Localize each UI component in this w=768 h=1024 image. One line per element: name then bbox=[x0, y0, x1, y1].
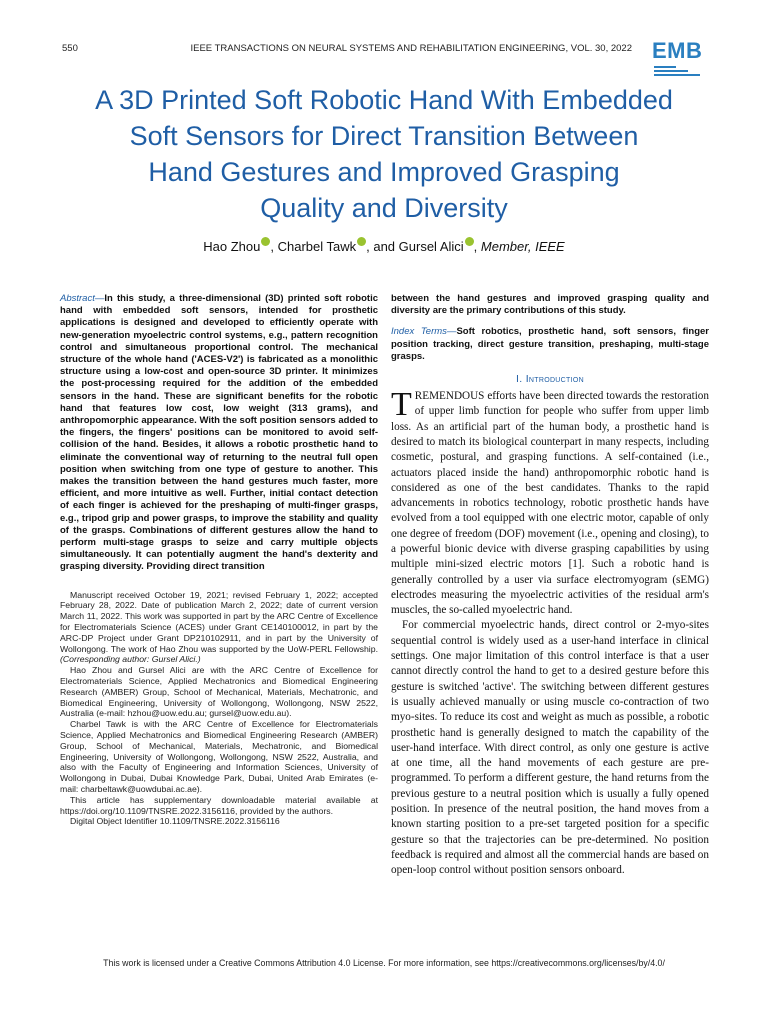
footnote-supplementary: This article has supplementary downloadable material available at https://doi.org/10.1109/TNSRE.2022.3156116, provided by the authors. bbox=[60, 794, 378, 816]
author-membership: Member, IEEE bbox=[480, 239, 565, 254]
author-name: Hao Zhou bbox=[203, 239, 261, 254]
author-list bbox=[40, 237, 728, 254]
section-title: Introduction bbox=[525, 373, 584, 386]
abstract bbox=[60, 293, 378, 574]
drop-cap: T bbox=[391, 386, 412, 424]
author-name: , Charbel Tawk bbox=[270, 239, 357, 254]
abstract-text: In this study, a three-dimensional (3D) printed soft robotic hand with embedded soft sensors, intended for prosthetic applications is designed and developed to efficiently operate with new-generation myoelectric control systems, e.g., pattern recognition control and simultaneous proportional control. The mechanical structure of the whole hand ('ACES-V2') is fabricated as a monolithic structure using a low-cost and open-source 3D printer. It minimizes the post-processing required for the addition of the embedded sensors in the hand. These are significant benefits for the robotic hand that features low cost, low weight (313 grams), and anthropomorphic appearance. With the soft position sensors added to the fingers, the fingers' positions can be monitored to avoid self-collision of the hand. Besides, it allows a robotic prosthetic hand to eliminate the conventional way of returning to the neutral full open position when switching from one type of gesture to another. This makes the transition between the hand gestures much faster, more efficient, and more intuitive as well. Further, initial contact detection of each finger is achieved for the preshaping of multi-finger grasps, e.g., tripod grip and power grasps, to improve the stability and quality of the grasps. Combinations of different gestures allow the hand to perform multi-stage grasps to seize and carry multiple objects simultaneously. It can potentially augment the hand's dexterity and grasping diversity. Providing direct transition bbox=[60, 293, 378, 573]
title-line: Quality and Diversity bbox=[260, 193, 508, 223]
paper-title bbox=[40, 82, 728, 226]
author-name: , and Gursel Alici bbox=[366, 239, 464, 254]
section-heading bbox=[391, 373, 709, 385]
footnote-affiliation: Hao Zhou and Gursel Alici are with the ARC Centre of Excellence for Electromaterials Science, Applied Mechatronics and Biomedical Engineering Research (AMBER) Group, School of Mechanical, Materials, Mechatronic, and Biomedical Engineering, University of Wollongong, Wollongong, NSW 2522, Australia (e-mail: hzhou@uow.edu.au; gursel@uow.edu.au). bbox=[60, 665, 378, 719]
footnote bbox=[60, 590, 378, 828]
left-column bbox=[60, 293, 378, 827]
title-line: A 3D Printed Soft Robotic Hand With Embedded bbox=[95, 85, 673, 115]
author-separator: , bbox=[473, 239, 481, 254]
logo-stripe bbox=[654, 66, 676, 68]
index-terms-text: Soft robotics, prosthetic hand, soft sensors, finger position tracking, direct gesture transition, preshaping, multi-stage grasps. bbox=[391, 326, 710, 362]
footnote-doi: Digital Object Identifier 10.1109/TNSRE.2022.3156116 bbox=[70, 816, 280, 827]
abstract-label: Abstract— bbox=[60, 293, 105, 304]
index-terms-label: Index Terms— bbox=[391, 326, 457, 338]
title-line: Soft Sensors for Direct Transition Between bbox=[129, 121, 639, 151]
logo-stripe bbox=[654, 74, 700, 76]
emb-logo-text: EMB bbox=[652, 38, 703, 63]
orcid-icon[interactable] bbox=[465, 237, 474, 246]
license-notice: This work is licensed under a Creative Commons Attribution 4.0 License. For more information, see https://creativecommons.org/licenses/by/4.0/ bbox=[103, 958, 665, 968]
footnote-affiliation: Charbel Tawk is with the ARC Centre of Excellence for Electromaterials Science, Applied Mechatronics and Biomedical Engineering Research (AMBER) Group, School of Mechanical, Materials, Mechatronic, and Biomedical Engineering, University of Wollongong, Wollongong, NSW 2522, Australia, and also with the Faculty of Engineering and Information Sciences, University of Wollongong in Dubai, Dubai Knowledge Park, Dubai, United Arab Emirates (e-mail: charbeltawk@uowdubai.ac.ae). bbox=[60, 719, 378, 795]
title-line: Hand Gestures and Improved Grasping bbox=[148, 157, 620, 187]
running-header bbox=[62, 43, 632, 57]
abstract-continued: between the hand gestures and improved grasping quality and diversity are the primary contributions of this study. bbox=[391, 293, 709, 317]
paragraph bbox=[391, 386, 709, 618]
corresponding-author: (Corresponding author: Gursel Alici.) bbox=[60, 654, 201, 665]
emb-logo bbox=[652, 38, 704, 78]
paragraph: For commercial myoelectric hands, direct control or 2-myo-sites sequential control is widely used as a user-hand interface in clinical settings. One major limitation of this control interface is that a user cannot directly control the hand to get to a desired gesture before this gesture is switched 'active'. The switching between different gestures is usually achieved manually or using muscle co-contraction of two myo-sites. To reduce its cost and weight as much as possible, a robotic prosthetic hand is generally designed to match the capability of the user-hand interface. With direct control, as only one gesture is active at one time, all the hand movements of each gesture are pre-programmed. To perform a different gesture, the hand returns from the previous gesture to a neutral position which is usually a fully opened position. In presence of the neutral position, the hand moves from a known starting position to a pre-set targeted position for a specific gesture so that the trajectories can be pre-determined. No position feedback is required and almost all the commercial hands are based on open-loop control without position sensors onboard. bbox=[391, 619, 709, 877]
orcid-icon[interactable] bbox=[357, 237, 366, 246]
paragraph-text: efforts have been directed towards the restoration of upper limb function for people who suffer from upper limb loss. As an artificial part of the human body, a prosthetic hand is desired to match its biological counterpart in many respects, including cosmetic, postural, and grasping functions. A self-contained (i.e., actuators placed inside the hand) anthropomorphic robotic hand is considered as one of the best candidates. Thanks to the rapid advancements in robotics technology, robotic prosthetic hands have evolved from a tool equipped with one electric motor, capable of only one degree of freedom (DOF) movement (i.e., opening and closing), to a powerful bionic device with diverse grasping capabilities by using multiple mini-sized electric motors [1]. Such a robotic hand is generally controlled by a user via surface electromyogram (sEMG) electrodes measuring the myoelectric activities of the residual arm's muscles, the so-called myoelectric hand. bbox=[391, 390, 709, 617]
page-number: 550 bbox=[62, 43, 78, 54]
journal-name: IEEE TRANSACTIONS ON NEURAL SYSTEMS AND REHABILITATION ENGINEERING, VOL. 30, 2022 bbox=[190, 43, 632, 54]
logo-stripe bbox=[654, 70, 688, 72]
footnote-text: Manuscript received October 19, 2021; revised February 1, 2022; accepted February 28, 2022. Date of publication March 2, 2022; date of current version March 11, 2022. This work was supported in part by the ARC Centre of Excellence for Electromaterials Science (ACES) under Grant CE140100012, in part by the ARC-DP Project under Grant DP210102911, and in part by the University of Wollongong. The work of Hao Zhou was supported by the UoW-PERL Fellowship. bbox=[60, 589, 378, 654]
footnote-manuscript bbox=[60, 590, 378, 666]
section-number: I. bbox=[516, 373, 523, 386]
first-word: REMENDOUS bbox=[414, 390, 485, 403]
index-terms bbox=[391, 326, 709, 363]
introduction-body bbox=[391, 386, 709, 879]
right-column bbox=[391, 293, 709, 879]
